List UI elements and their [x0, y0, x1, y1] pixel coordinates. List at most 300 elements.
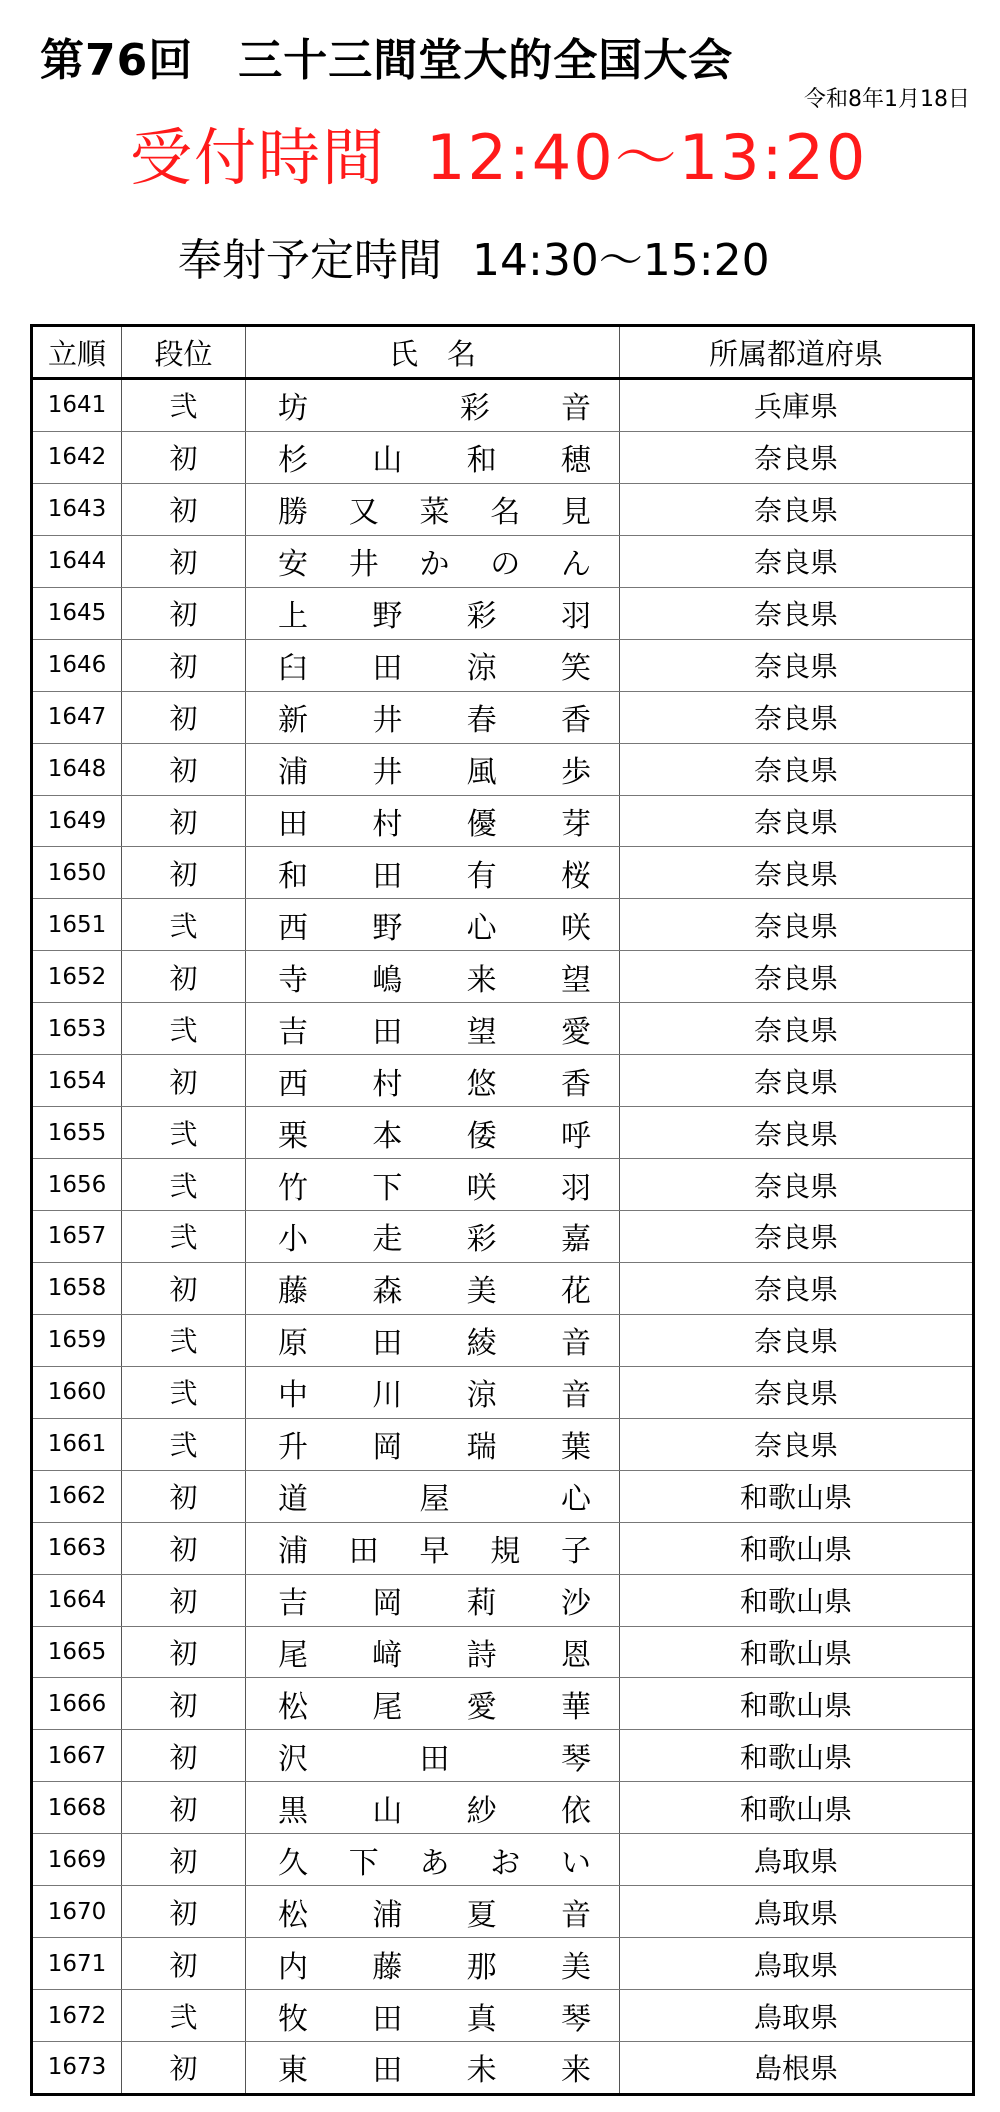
name-character: 藤 [372, 1949, 403, 1985]
name-character: 香 [560, 703, 591, 739]
row-name [246, 691, 620, 743]
row-order-number: 1655 [32, 1107, 122, 1159]
row-name [246, 951, 620, 1003]
name-character: 詩 [466, 1637, 497, 1673]
row-rank: 弐 [122, 1159, 246, 1211]
name-character: 春 [466, 703, 497, 739]
table-row [32, 1262, 974, 1314]
name-character: 寺 [278, 962, 308, 998]
name-character: 小 [278, 1222, 308, 1258]
row-prefecture: 和歌山県 [620, 1782, 974, 1834]
row-prefecture: 奈良県 [620, 1107, 974, 1159]
row-order-number: 1658 [32, 1262, 122, 1314]
row-prefecture: 和歌山県 [620, 1678, 974, 1730]
name-characters [246, 1890, 619, 1934]
name-character: 吉 [278, 1014, 308, 1050]
table-row [32, 1522, 974, 1574]
row-prefecture: 奈良県 [620, 795, 974, 847]
row-name [246, 899, 620, 951]
row-rank: 初 [122, 483, 246, 535]
row-rank: 初 [122, 1834, 246, 1886]
name-character: 田 [372, 2053, 403, 2089]
table-row [32, 1782, 974, 1834]
row-name [246, 1470, 620, 1522]
row-rank: 初 [122, 691, 246, 743]
row-prefecture: 奈良県 [620, 1314, 974, 1366]
row-order-number: 1654 [32, 1055, 122, 1107]
table-row [32, 847, 974, 899]
name-character: 笑 [560, 651, 591, 687]
row-name [246, 379, 620, 432]
name-character: 野 [372, 599, 403, 635]
name-characters [246, 1734, 619, 1778]
table-row [32, 1418, 974, 1470]
name-character [359, 1738, 369, 1773]
row-order-number: 1665 [32, 1626, 122, 1678]
row-name [246, 1366, 620, 1418]
name-character: 和 [466, 443, 497, 479]
name-characters [246, 487, 619, 531]
name-characters [246, 1266, 619, 1310]
name-characters [246, 1526, 619, 1570]
row-name [246, 1262, 620, 1314]
table-row [32, 1003, 974, 1055]
name-character: 屋 [419, 1482, 450, 1518]
row-prefecture: 鳥取県 [620, 1834, 974, 1886]
name-character: 升 [278, 1430, 308, 1466]
row-order-number: 1668 [32, 1782, 122, 1834]
name-character: 綾 [466, 1326, 497, 1362]
row-rank: 弐 [122, 1990, 246, 2042]
name-character: 真 [466, 2001, 497, 2037]
name-character: 藤 [278, 1274, 308, 1310]
name-character: 咲 [466, 1170, 497, 1206]
row-order-number: 1643 [32, 483, 122, 535]
name-character: 田 [372, 858, 403, 894]
row-order-number: 1647 [32, 691, 122, 743]
name-characters [246, 1007, 619, 1051]
row-rank: 初 [122, 1574, 246, 1626]
name-character: 安 [278, 547, 308, 583]
name-character: 咲 [560, 910, 591, 946]
row-name [246, 639, 620, 691]
name-character: 音 [560, 1326, 591, 1362]
name-characters [246, 1422, 619, 1466]
name-characters [246, 747, 619, 791]
column-header-name: 氏 名 [246, 326, 620, 379]
table-row [32, 1626, 974, 1678]
name-character: 松 [278, 1689, 308, 1725]
row-prefecture: 奈良県 [620, 587, 974, 639]
row-order-number: 1666 [32, 1678, 122, 1730]
name-character: 莉 [466, 1586, 497, 1622]
table-row [32, 1938, 974, 1990]
row-order-number: 1651 [32, 899, 122, 951]
name-character: 華 [560, 1689, 591, 1725]
row-name [246, 1314, 620, 1366]
row-rank: 初 [122, 1522, 246, 1574]
name-character [500, 1479, 510, 1514]
name-character: 風 [466, 755, 497, 791]
name-character: 山 [372, 1793, 403, 1829]
name-character: 田 [419, 1741, 450, 1777]
name-character: 愛 [466, 1689, 497, 1725]
row-order-number: 1670 [32, 1886, 122, 1938]
row-prefecture: 和歌山県 [620, 1470, 974, 1522]
column-header-rank: 段位 [122, 326, 246, 379]
name-character: 尾 [372, 1689, 403, 1725]
name-character: 山 [372, 443, 403, 479]
table-row [32, 951, 974, 1003]
name-character: 和 [278, 858, 308, 894]
table-row [32, 1990, 974, 2042]
row-rank: 弐 [122, 899, 246, 951]
name-character: 臼 [278, 651, 308, 687]
name-character: 歩 [560, 755, 591, 791]
row-name [246, 483, 620, 535]
row-rank: 初 [122, 2042, 246, 2095]
table-row [32, 1834, 974, 1886]
row-rank: 弐 [122, 1314, 246, 1366]
name-character: 彩 [466, 1222, 497, 1258]
name-character: 優 [466, 806, 497, 842]
row-prefecture: 鳥取県 [620, 1990, 974, 2042]
row-order-number: 1645 [32, 587, 122, 639]
row-prefecture: 和歌山県 [620, 1574, 974, 1626]
name-character: 田 [372, 2001, 403, 2037]
row-prefecture: 奈良県 [620, 1366, 974, 1418]
row-order-number: 1644 [32, 535, 122, 587]
row-rank: 初 [122, 795, 246, 847]
name-character: 葉 [560, 1430, 591, 1466]
row-order-number: 1642 [32, 431, 122, 483]
row-rank: 弐 [122, 1107, 246, 1159]
row-name [246, 431, 620, 483]
row-rank: 初 [122, 1886, 246, 1938]
name-character: 未 [466, 2053, 497, 2089]
row-prefecture: 鳥取県 [620, 1886, 974, 1938]
name-characters [246, 643, 619, 687]
name-character: 音 [560, 1378, 591, 1414]
name-characters [246, 1994, 619, 2038]
name-characters [246, 539, 619, 583]
row-name [246, 847, 620, 899]
table-row [32, 1470, 974, 1522]
row-rank: 弐 [122, 1418, 246, 1470]
row-prefecture: 和歌山県 [620, 1730, 974, 1782]
name-characters [246, 1630, 619, 1674]
row-name [246, 535, 620, 587]
row-rank: 初 [122, 1678, 246, 1730]
name-character: 音 [560, 1897, 591, 1933]
row-prefecture: 鳥取県 [620, 1938, 974, 1990]
table-row [32, 1107, 974, 1159]
name-characters [246, 695, 619, 739]
name-character: 上 [278, 599, 308, 635]
name-characters [246, 903, 619, 947]
name-character: 望 [466, 1014, 497, 1050]
reception-label: 受付時間 [130, 121, 387, 194]
row-prefecture: 奈良県 [620, 743, 974, 795]
row-rank: 弐 [122, 379, 246, 432]
table-row [32, 899, 974, 951]
row-prefecture: 奈良県 [620, 847, 974, 899]
name-character: 嶋 [372, 962, 403, 998]
table-row [32, 1886, 974, 1938]
table-row [32, 587, 974, 639]
row-prefecture: 奈良県 [620, 899, 974, 951]
name-characters [246, 1786, 619, 1830]
row-prefecture: 奈良県 [620, 1159, 974, 1211]
name-character: 紗 [466, 1793, 497, 1829]
name-character: 坊 [278, 391, 308, 427]
name-characters [246, 1214, 619, 1258]
name-character: 東 [278, 2053, 308, 2089]
shooting-label: 奉射予定時間 [178, 235, 442, 286]
name-character: 久 [278, 1845, 308, 1881]
row-prefecture: 島根県 [620, 2042, 974, 2095]
name-characters [246, 2045, 619, 2089]
name-character: 来 [466, 962, 497, 998]
row-rank: 初 [122, 1470, 246, 1522]
roster-table [30, 324, 975, 2096]
row-prefecture: 奈良県 [620, 1055, 974, 1107]
name-character: 美 [466, 1274, 497, 1310]
table-row [32, 1366, 974, 1418]
row-rank: 初 [122, 743, 246, 795]
row-rank: 弐 [122, 1366, 246, 1418]
row-order-number: 1659 [32, 1314, 122, 1366]
row-order-number: 1667 [32, 1730, 122, 1782]
name-character: 夏 [466, 1897, 497, 1933]
name-character [500, 1738, 510, 1773]
table-row [32, 1159, 974, 1211]
row-prefecture: 奈良県 [620, 1418, 974, 1470]
name-character: 那 [466, 1949, 497, 1985]
name-character: 浦 [278, 1534, 308, 1570]
name-character: 野 [372, 910, 403, 946]
name-character: 松 [278, 1897, 308, 1933]
row-order-number: 1653 [32, 1003, 122, 1055]
row-order-number: 1646 [32, 639, 122, 691]
name-character: 原 [278, 1326, 308, 1362]
row-rank: 初 [122, 1626, 246, 1678]
table-row [32, 795, 974, 847]
row-rank: 初 [122, 951, 246, 1003]
name-character: 彩 [466, 599, 497, 635]
name-character: 下 [372, 1170, 403, 1206]
name-character: 勝 [278, 495, 308, 531]
row-rank: 初 [122, 1938, 246, 1990]
table-row [32, 1574, 974, 1626]
shooting-time-heading [178, 224, 770, 288]
name-characters [246, 1111, 619, 1155]
row-order-number: 1650 [32, 847, 122, 899]
name-character: 田 [278, 806, 308, 842]
row-prefecture: 奈良県 [620, 535, 974, 587]
name-characters [246, 1370, 619, 1414]
row-rank: 初 [122, 847, 246, 899]
row-order-number: 1672 [32, 1990, 122, 2042]
name-character: 恩 [560, 1637, 591, 1673]
name-character: 音 [560, 391, 591, 427]
name-characters [246, 1838, 619, 1882]
name-character: 田 [372, 651, 403, 687]
row-order-number: 1662 [32, 1470, 122, 1522]
column-header-prefecture: 所属都道府県 [620, 326, 974, 379]
name-character: 琴 [560, 1741, 591, 1777]
row-name [246, 1159, 620, 1211]
row-prefecture: 奈良県 [620, 951, 974, 1003]
name-character: 涼 [466, 1378, 497, 1414]
row-name [246, 795, 620, 847]
name-character: 早 [419, 1534, 450, 1570]
name-character: 瑞 [466, 1430, 497, 1466]
table-row [32, 1055, 974, 1107]
column-header-order: 立順 [32, 326, 122, 379]
row-prefecture: 奈良県 [620, 691, 974, 743]
name-character: 吉 [278, 1586, 308, 1622]
row-rank: 初 [122, 1782, 246, 1834]
name-character: 内 [278, 1949, 308, 1985]
event-date: 令和8年1月18日 [804, 87, 970, 112]
name-character: 心 [466, 910, 497, 946]
row-rank: 初 [122, 639, 246, 691]
reception-time: 12:40～13:20 [426, 121, 868, 194]
shooting-time: 14:30～15:20 [472, 235, 770, 286]
row-name [246, 587, 620, 639]
row-rank: 初 [122, 1055, 246, 1107]
name-character [359, 1479, 369, 1514]
table-row [32, 379, 974, 432]
row-order-number: 1661 [32, 1418, 122, 1470]
name-character: 羽 [560, 599, 591, 635]
name-character: 中 [278, 1378, 308, 1414]
name-character: 香 [560, 1066, 591, 1102]
name-characters [246, 1474, 619, 1518]
name-character: 井 [372, 755, 403, 791]
name-character: 浦 [278, 755, 308, 791]
name-character: 琴 [560, 2001, 591, 2037]
name-character: 道 [278, 1482, 308, 1518]
name-character: 村 [372, 806, 403, 842]
row-rank: 初 [122, 431, 246, 483]
name-character: 望 [560, 962, 591, 998]
row-order-number: 1660 [32, 1366, 122, 1418]
name-character: 走 [372, 1222, 403, 1258]
row-prefecture: 奈良県 [620, 483, 974, 535]
row-prefecture: 奈良県 [620, 431, 974, 483]
row-order-number: 1663 [32, 1522, 122, 1574]
row-name [246, 1782, 620, 1834]
name-character: 尾 [278, 1637, 308, 1673]
row-name [246, 1107, 620, 1159]
row-rank: 初 [122, 587, 246, 639]
name-characters [246, 435, 619, 479]
name-character: 花 [560, 1274, 591, 1310]
row-order-number: 1664 [32, 1574, 122, 1626]
row-name [246, 1834, 620, 1886]
name-characters [246, 1942, 619, 1986]
row-order-number: 1673 [32, 2042, 122, 2095]
table-row [32, 2042, 974, 2095]
name-character: 悠 [466, 1066, 497, 1102]
table-header-row [32, 326, 974, 379]
name-character: ん [561, 547, 591, 583]
table-row [32, 535, 974, 587]
name-character: 来 [560, 2053, 591, 2089]
row-rank: 弐 [122, 1003, 246, 1055]
row-name [246, 1886, 620, 1938]
name-character: 森 [372, 1274, 403, 1310]
name-character: 嘉 [560, 1222, 591, 1258]
name-characters [246, 1059, 619, 1103]
name-character: お [490, 1845, 521, 1881]
row-prefecture: 奈良県 [620, 1262, 974, 1314]
row-order-number: 1641 [32, 379, 122, 432]
name-character: 倭 [466, 1118, 497, 1154]
name-character [379, 388, 389, 423]
name-character: 沙 [560, 1586, 591, 1622]
name-character: 沢 [278, 1741, 308, 1777]
row-prefecture: 兵庫県 [620, 379, 974, 432]
row-rank: 初 [122, 1730, 246, 1782]
row-rank: 初 [122, 535, 246, 587]
name-character: 本 [372, 1118, 403, 1154]
name-characters [246, 955, 619, 999]
name-character: 黒 [278, 1793, 308, 1829]
name-characters [246, 1578, 619, 1622]
name-character: 愛 [560, 1014, 591, 1050]
table-row [32, 639, 974, 691]
row-name [246, 1938, 620, 1990]
name-character: 栗 [278, 1118, 308, 1154]
row-order-number: 1649 [32, 795, 122, 847]
name-character: 名 [490, 495, 521, 531]
table-row [32, 743, 974, 795]
name-character: 美 [560, 1949, 591, 1985]
row-order-number: 1652 [32, 951, 122, 1003]
name-character: 田 [372, 1326, 403, 1362]
row-name [246, 1990, 620, 2042]
row-name [246, 2042, 620, 2095]
row-rank: 初 [122, 1262, 246, 1314]
name-characters [246, 591, 619, 635]
row-name [246, 1055, 620, 1107]
name-character: 菜 [419, 495, 450, 531]
row-name [246, 1003, 620, 1055]
name-character: 岡 [372, 1430, 403, 1466]
row-order-number: 1648 [32, 743, 122, 795]
name-characters [246, 383, 619, 427]
name-character: 依 [560, 1793, 591, 1829]
row-prefecture: 和歌山県 [620, 1626, 974, 1678]
name-character: 牧 [278, 2001, 308, 2037]
name-characters [246, 799, 619, 843]
name-character: 井 [372, 703, 403, 739]
name-character: 西 [278, 910, 308, 946]
name-character: 井 [348, 547, 379, 583]
table-row [32, 431, 974, 483]
row-name [246, 1418, 620, 1470]
name-character: 彩 [459, 391, 490, 427]
row-name [246, 1678, 620, 1730]
name-character: 竹 [278, 1170, 308, 1206]
name-character: か [419, 547, 450, 583]
name-character: 呼 [560, 1118, 591, 1154]
table-row [32, 1730, 974, 1782]
name-character: あ [419, 1845, 450, 1881]
